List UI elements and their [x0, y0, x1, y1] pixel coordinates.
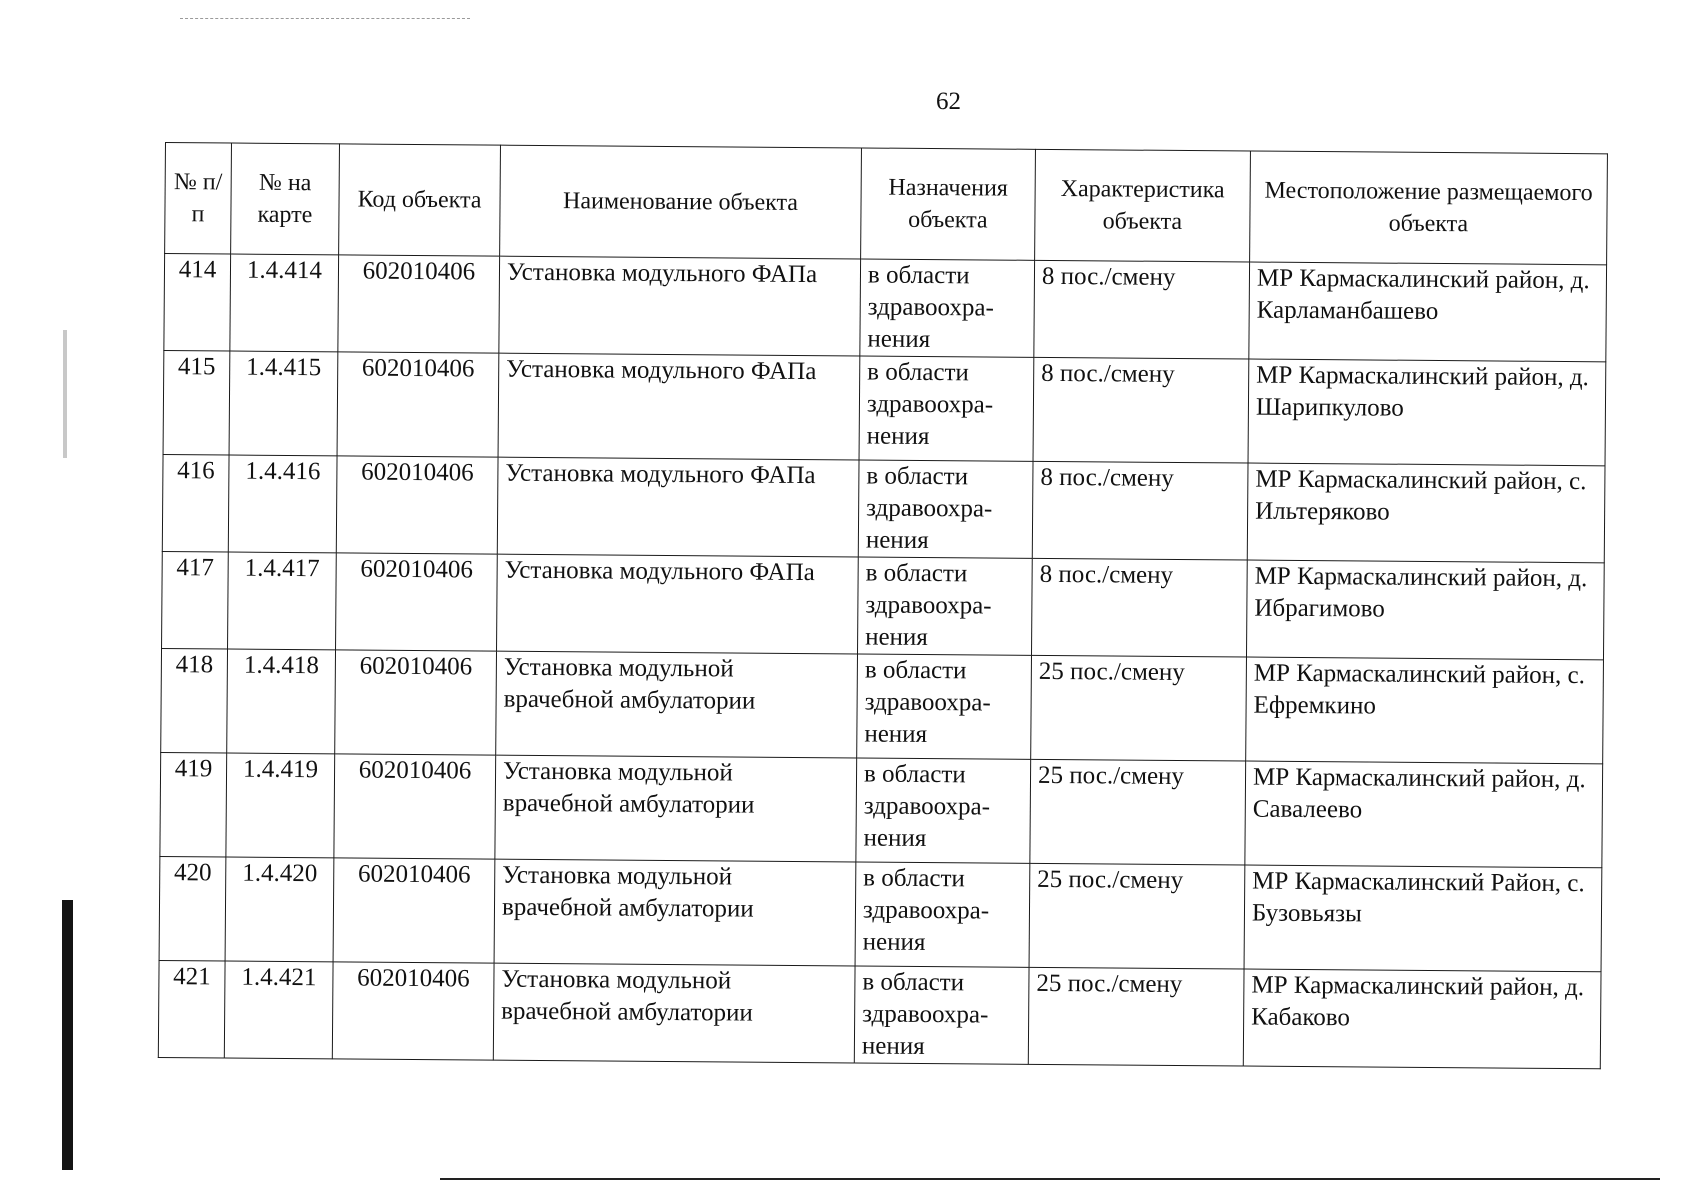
cell-map-number: 1.4.419	[226, 753, 335, 858]
header-object-location: Местоположение размещаемого объекта	[1250, 151, 1608, 265]
cell-object-characteristic: 25 пос./смену	[1028, 967, 1244, 1066]
cell-object-code: 602010406	[333, 858, 495, 963]
table-row	[163, 350, 1606, 465]
header-object-name: Наименование объекта	[500, 145, 862, 259]
cell-map-number: 1.4.420	[225, 857, 334, 962]
header-map-number: № на карте	[231, 143, 340, 255]
header-object-characteristic: Характеристика объекта	[1035, 149, 1251, 262]
header-object-purpose: Назначения объекта	[861, 148, 1036, 260]
cell-map-number: 1.4.417	[228, 552, 337, 650]
cell-map-number: 1.4.414	[230, 254, 339, 352]
cell-map-number: 1.4.416	[228, 455, 337, 553]
cell-object-location: МР Кармаскалинский район, с. Ильтеряково	[1247, 463, 1605, 563]
cell-object-characteristic: 8 пос./смену	[1031, 558, 1247, 657]
cell-map-number: 1.4.421	[224, 961, 333, 1059]
table-row	[160, 752, 1603, 867]
scan-artifact-left-dark-bar	[62, 900, 73, 1170]
cell-object-location: МР Кармаскалинский район, д. Ибрагимово	[1246, 560, 1604, 660]
cell-object-code: 602010406	[337, 352, 499, 457]
cell-object-characteristic: 25 пос./смену	[1030, 759, 1246, 865]
cell-object-name: Установка модульного ФАПа	[497, 554, 859, 654]
cell-object-code: 602010406	[336, 553, 498, 651]
table-row	[159, 856, 1602, 971]
cell-object-code: 602010406	[336, 456, 498, 554]
table-header-row	[165, 143, 1608, 265]
objects-table	[158, 142, 1608, 1069]
cell-object-purpose: в области здравоохра-нения	[859, 356, 1034, 461]
cell-num: 421	[158, 960, 225, 1058]
cell-object-purpose: в области здравоохра-нения	[855, 862, 1030, 967]
header-num: № п/п	[165, 143, 232, 255]
page-number: 62	[936, 88, 961, 115]
cell-object-purpose: в области здравоохра-нения	[860, 259, 1035, 357]
cell-object-location: МР Кармаскалинский Район, с. Бузовьязы	[1244, 865, 1602, 972]
cell-num: 417	[162, 551, 229, 649]
table-row	[164, 254, 1607, 362]
cell-object-purpose: в области здравоохра-нения	[857, 654, 1032, 759]
cell-object-name: Установка модульной врачебной амбулатории	[496, 651, 858, 758]
cell-object-location: МР Кармаскалинский район, д. Савалеево	[1245, 761, 1603, 868]
cell-map-number: 1.4.415	[229, 351, 338, 456]
table-row	[162, 551, 1605, 659]
cell-num: 416	[162, 454, 229, 552]
cell-object-name: Установка модульного ФАПа	[498, 353, 860, 460]
cell-num: 418	[161, 648, 228, 753]
cell-object-code: 602010406	[332, 962, 494, 1060]
cell-object-location: МР Кармаскалинский район, д. Кабаково	[1243, 969, 1601, 1069]
cell-object-characteristic: 8 пос./смену	[1032, 461, 1248, 560]
cell-object-code: 602010406	[335, 650, 497, 755]
cell-num: 420	[159, 856, 226, 961]
scan-artifact-top-line	[180, 18, 470, 19]
header-object-code: Код объекта	[339, 144, 501, 256]
cell-object-characteristic: 8 пос./смену	[1033, 357, 1249, 463]
cell-object-location: МР Кармаскалинский район, с. Ефремкино	[1246, 657, 1604, 764]
cell-num: 415	[163, 350, 230, 455]
table-row	[158, 960, 1601, 1068]
scan-artifact-bottom-line	[440, 1178, 1660, 1180]
cell-object-location: МР Кармаскалинский район, д. Шарипкулово	[1248, 359, 1606, 466]
cell-object-code: 602010406	[338, 255, 500, 353]
cell-num: 419	[160, 752, 227, 857]
cell-map-number: 1.4.418	[227, 649, 336, 754]
cell-object-purpose: в области здравоохра-нения	[854, 966, 1029, 1064]
scan-artifact-left-light-bar	[63, 330, 67, 458]
cell-num: 414	[164, 254, 231, 352]
table-row	[161, 648, 1604, 763]
cell-object-characteristic: 8 пос./смену	[1034, 260, 1250, 359]
cell-object-name: Установка модульного ФАПа	[499, 256, 861, 356]
table-row	[162, 454, 1605, 562]
cell-object-purpose: в области здравоохра-нения	[856, 758, 1031, 863]
cell-object-name: Установка модульной врачебной амбулатории	[493, 963, 855, 1063]
cell-object-purpose: в области здравоохра-нения	[858, 460, 1033, 558]
cell-object-name: Установка модульного ФАПа	[497, 457, 859, 557]
cell-object-characteristic: 25 пос./смену	[1029, 863, 1245, 969]
cell-object-name: Установка модульной врачебной амбулатории	[494, 859, 856, 966]
cell-object-code: 602010406	[334, 754, 496, 859]
cell-object-name: Установка модульной врачебной амбулатории	[495, 755, 857, 862]
cell-object-characteristic: 25 пос./смену	[1031, 655, 1247, 761]
cell-object-purpose: в области здравоохра-нения	[858, 557, 1033, 655]
cell-object-location: МР Кармаскалинский район, д. Карламанбашево	[1249, 262, 1607, 362]
